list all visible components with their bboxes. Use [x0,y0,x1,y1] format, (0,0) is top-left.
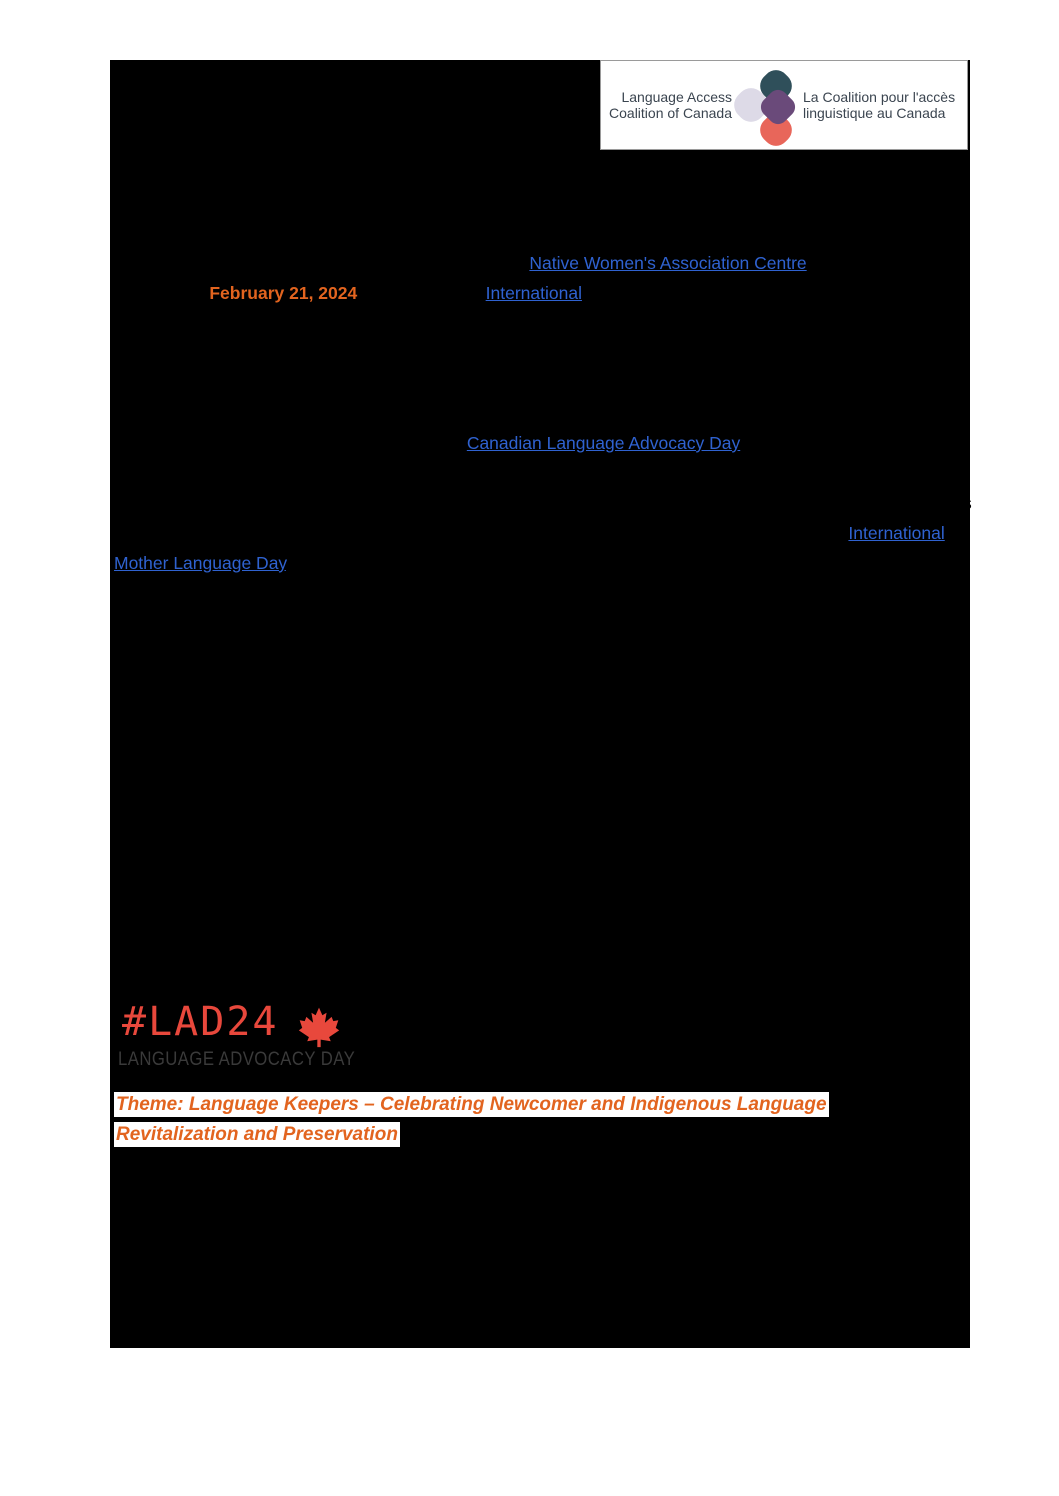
lacc-logo-mark-icon [731,67,811,147]
join-paragraph: Join us for this unique, by-invitation opportunity to be a champion of language access and advocate for an inclusive, linguistically diverse future of Canada! [114,793,934,843]
intro-text-2: in Gatineau, Quebec, on [114,253,906,303]
founded-text-1: Founded in 2021 to advance linguistic equity and inclusivity across Canada while fostering understanding and cooperation among diverse linguistic communities, the LACC has been playing a pivotal role in promoting Canadian language diversity. February 22nd, [114,373,963,453]
maple-leaf-icon [298,1006,340,1048]
gather-paragraph: As we gather to honour and cherish the linguistic wealth of our communities, LAD24 promises to be a day of not only reflection and appreciation but also our collective commitment to fostering an inclusive, multilingual Canada. [114,673,950,753]
invitation-body [114,188,972,878]
logo-english-line-1: Language Access [621,89,732,105]
international-mother-language-day-link[interactable]: International Mother Language Day [114,523,945,573]
lad24-hashtag: #LAD24 [122,999,279,1045]
international-link[interactable]: International [485,283,582,303]
founded-paragraph [114,368,972,638]
intro-text-4: Mother Language Day, and followed by a virtual day of action on Canadian Language Advocacy Day, February 22nd, 2024. [114,283,957,333]
logo-french-line-1: La Coalition pour l'accès [803,89,956,105]
theme-text: Theme: Language Keepers – Celebrating Newcomer and Indigenous Language Revitalization and Preservation [116,1094,827,1145]
founded-text-2: (LAD) is envisioned as an annual platform for celebrating the rich, multilingual Canadian tapestry. This year's focus is on language revitalization, both on the profound histories and vast knowledge of Indigenous languages as well as the efforts to promote mother languages in newcomer linguistic communities. Against the backdrop of the [114,433,972,543]
lad24-logo [118,996,358,1076]
lacc-logo [600,60,968,150]
logo-english-name [609,89,732,121]
lad24-subtitle: LANGUAGE ADVOCACY DAY [118,1049,356,1070]
logo-french-name [803,89,955,121]
intro-text-1: You are invited to join us for the fourth in-person Language Advocacy Day Canada (LAD24) event, proudly hosted by the Language Access Coalition of Canada (LACC). This inspiring gathering of language advocates and service providers will take place at the esteemed [114,193,956,273]
logo-english-line-2: Coalition of Canada [609,105,732,121]
theme-heading [114,1090,934,1150]
native-womens-association-link[interactable]: Native Women's Association Centre [529,253,807,273]
founded-text-3: , participants will engage in enlightening discussions that underscore the critical need for access to and preservation of all languages while interacting with a vast network of language advocates and service providers addressing the industry's changing needs and emerging opportunities. [114,553,970,633]
event-date: February 21, 2024 [209,283,358,303]
intro-paragraph [114,188,972,338]
intro-text-3: , coinciding with [357,283,486,303]
canadian-language-advocacy-day-link[interactable]: Canadian Language Advocacy Day [466,433,741,453]
logo-french-line-2: linguistique au Canada [803,105,946,121]
